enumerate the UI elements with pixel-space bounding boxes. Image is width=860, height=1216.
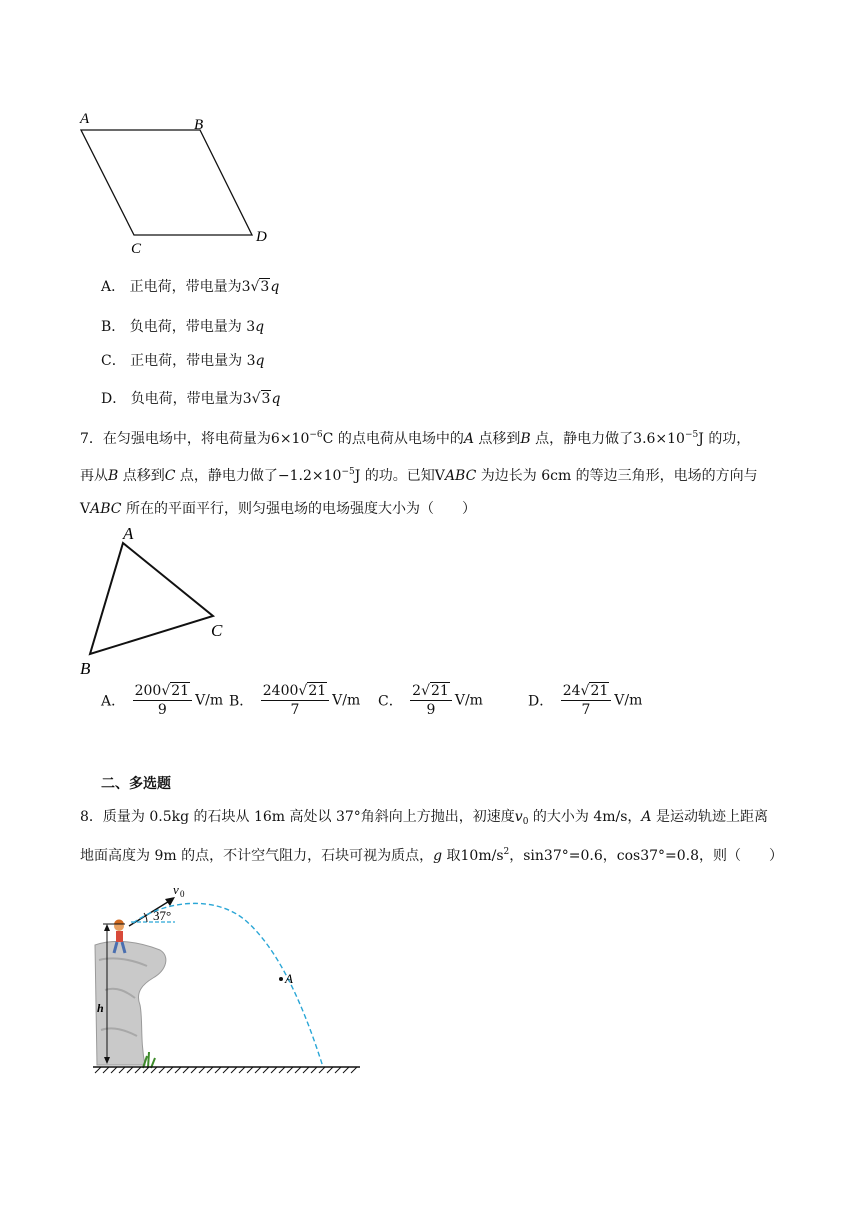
fraction: $\frac{2400√21}{7}$ (261, 682, 329, 719)
numerator-coef: 24 (562, 683, 581, 699)
exponent: −6 (309, 430, 323, 440)
q8-stem-line2 (80, 845, 783, 865)
fraction: $\frac{200√21}{9}$ (133, 682, 192, 719)
text: 8．质量为 0.5kg 的石块从 16m 高处以 37°角斜向上方抛出，初速度 (80, 809, 515, 825)
height-arrow-top (104, 924, 110, 931)
gravity-symbol: g (433, 848, 443, 864)
point-b: B (108, 468, 119, 484)
variable: q (255, 319, 265, 335)
label-v-sub: 0 (180, 889, 185, 899)
q7-stem-line3 (80, 498, 476, 518)
denominator: 7 (290, 702, 300, 718)
parallelogram-shape (81, 130, 252, 235)
parallelogram-figure (70, 105, 290, 265)
variable: q (271, 391, 281, 407)
triangle-name: ABC (90, 501, 122, 517)
option-letter: C． (101, 353, 126, 369)
label-b: B (80, 659, 91, 678)
text: 点移到 (118, 468, 165, 484)
numerator-coef: 2 (412, 683, 422, 699)
variable: q (255, 353, 265, 369)
triangle-name: ABC (444, 468, 477, 484)
text: 为边长为 6cm 的等边三角形，电场的方向与 (476, 468, 758, 484)
sqrt-symbol: √3 (251, 391, 271, 407)
option-letter: A． (101, 693, 126, 710)
q6-option-d[interactable] (101, 388, 280, 408)
label-angle: 37° (153, 908, 172, 923)
projectile-figure (85, 880, 370, 1080)
text: J 的功。已知V (354, 468, 445, 484)
point-a-marker (279, 977, 283, 981)
q7-option-b[interactable] (229, 682, 360, 719)
label-a: A (123, 524, 134, 543)
person-body (116, 931, 123, 942)
point-a: A (463, 431, 474, 447)
unit: V/m (195, 692, 224, 709)
text: 再从 (80, 468, 108, 484)
triangle-figure (75, 520, 235, 685)
text: 点移到 (473, 431, 521, 447)
label-d: D (256, 229, 267, 245)
label-v: v (173, 882, 179, 897)
option-letter: D． (101, 391, 127, 407)
point-c: C (164, 468, 176, 484)
q7-option-a[interactable] (101, 682, 223, 719)
exponent: −5 (684, 430, 699, 440)
option-letter: A． (101, 279, 126, 295)
option-text: 负电荷，带电量为 3 (129, 319, 256, 335)
section-heading: 二、多选题 (101, 776, 171, 792)
denominator: 7 (581, 702, 591, 718)
q7-stem-line2 (80, 465, 758, 485)
radicand: 21 (308, 683, 327, 699)
unit: V/m (332, 692, 361, 709)
variable: q (270, 279, 280, 295)
label-c: C (211, 621, 223, 640)
radicand: 3 (260, 279, 270, 295)
trajectory (133, 903, 323, 1067)
q8-stem-line1 (80, 806, 768, 827)
unit: V/m (454, 692, 483, 709)
text: 是运动轨迹上距离 (651, 809, 768, 825)
coefficient: 3 (241, 279, 251, 295)
person-hair (114, 920, 124, 925)
exponent: −5 (341, 467, 355, 477)
label-a: A (80, 111, 90, 127)
text: C 的点电荷从电场中的 (322, 431, 464, 447)
text: 地面高度为 9m 的点，不计空气阻力，石块可视为质点， (80, 848, 434, 864)
fraction: $\frac{2√21}{9}$ (410, 682, 452, 719)
text: 的大小为 4m/s， (528, 809, 642, 825)
velocity-symbol: v (514, 809, 523, 825)
text: 7．在匀强电场中，将电荷量为 (80, 431, 271, 447)
text: 点，静电力做了 (530, 431, 634, 447)
option-letter: B． (101, 319, 126, 335)
gravity-value: 10m/s (460, 848, 504, 864)
text: V (80, 501, 91, 517)
option-text: 负电荷，带电量为 (130, 391, 243, 407)
label-c: C (131, 241, 142, 257)
option-text: 正电荷，带电量为 3 (130, 353, 256, 369)
q7-option-d[interactable] (528, 682, 642, 719)
fraction: $\frac{24√21}{7}$ (561, 682, 612, 719)
option-letter: D． (528, 693, 554, 710)
text: ，sin37°=0.6，cos37°=0.8，则（ ） (509, 848, 784, 864)
text: 取 (442, 848, 461, 864)
denominator: 9 (426, 702, 436, 718)
grass (143, 1052, 155, 1068)
point-b: B (520, 431, 531, 447)
q6-option-a[interactable] (101, 276, 279, 296)
option-letter: C． (378, 693, 403, 710)
text: J 的功， (698, 431, 751, 447)
ground-hatch (95, 1067, 357, 1073)
text: 所在的平面平行，则匀强电场的电场强度大小为（ ） (121, 501, 476, 517)
text: 点，静电力做了 (175, 468, 278, 484)
option-text: 正电荷，带电量为 (129, 279, 242, 295)
triangle-shape (90, 543, 213, 654)
sqrt-symbol: √3 (250, 279, 270, 295)
label-h: h (97, 1001, 104, 1015)
charge-value: 6×10 (270, 431, 310, 447)
numerator-coef: 2400 (262, 683, 299, 699)
numerator-coef: 200 (134, 683, 162, 699)
subscript: 0 (522, 817, 529, 827)
radicand: 3 (261, 391, 271, 407)
unit: V/m (614, 692, 643, 709)
q6-option-c[interactable] (101, 350, 265, 370)
work-value: 3.6×10 (633, 431, 685, 447)
exponent: 2 (503, 847, 510, 857)
option-letter: B． (229, 693, 254, 710)
coefficient: 3 (242, 391, 252, 407)
denominator: 9 (157, 702, 167, 718)
velocity-arrowhead (165, 897, 175, 906)
point-a: A (641, 809, 652, 825)
q7-stem-line1 (80, 428, 750, 448)
label-b: B (194, 117, 204, 133)
radicand: 21 (171, 683, 190, 699)
label-a: A (285, 971, 293, 986)
q7-option-c[interactable] (378, 682, 483, 719)
work-value: −1.2×10 (277, 468, 342, 484)
radicand: 21 (431, 683, 449, 699)
radicand: 21 (590, 683, 609, 699)
q6-option-b[interactable] (101, 316, 264, 336)
